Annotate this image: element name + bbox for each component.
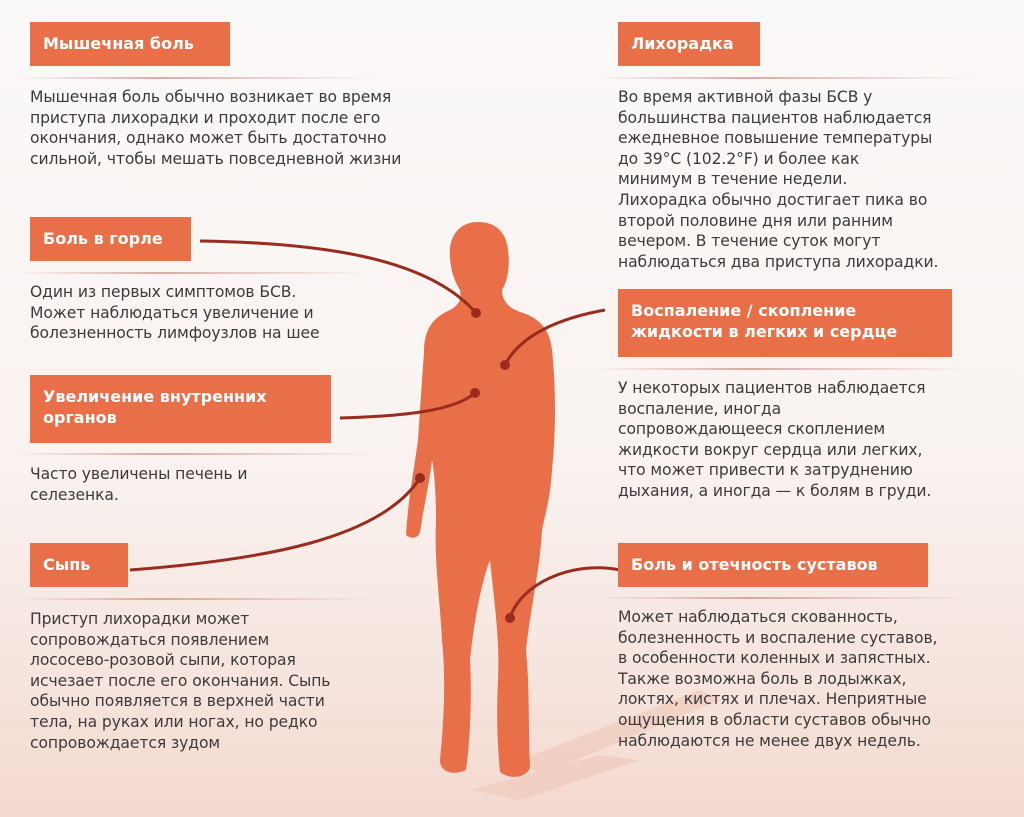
divider bbox=[15, 272, 375, 274]
text-organ-enlargement: Часто увеличены печень и селезенка. bbox=[30, 465, 248, 504]
text-rash: Приступ лихорадки может сопровождаться появлением лососево-розовой сыпи, которая исчезает после его окончания. Сыпь обычно появляется в верхней части тела, на руках или ногах, но редко сопровождается зудом bbox=[30, 610, 331, 752]
text-inflammation: У некоторых пациентов наблюдается воспаление, иногда сопровождающееся скоплением жидкости вокруг сердца или легких, что может привести к затруднению дыхания, а иногда — к болям в груди. bbox=[618, 379, 932, 500]
human-silhouette bbox=[406, 222, 555, 777]
divider bbox=[595, 368, 975, 370]
divider bbox=[15, 598, 375, 600]
label-sore-throat: Боль в горле bbox=[30, 217, 191, 261]
divider bbox=[15, 77, 375, 79]
label-inflammation: Воспаление / скопление жидкости в легких и сердце bbox=[618, 289, 952, 357]
text-fever: Во время активной фазы БСВ у большинства пациентов наблюдается ежедневное повышение температуры до 39°C (102.2°F) и более как минимум в течение недели. Лихорадка обычно достигает пика во второй половине дня или ранним вечером. В течение суток могут наблюдаться два приступа лихорадки. bbox=[618, 88, 939, 271]
label-organ-enlargement: Увеличение внутренних органов bbox=[30, 375, 331, 443]
divider bbox=[15, 453, 375, 455]
text-muscle-pain: Мышечная боль обычно возникает во время приступа лихорадки и проходит после его окончания, однако может быть достаточно сильной, чтобы мешать повседневной жизни bbox=[30, 88, 402, 168]
label-joint-pain: Боль и отечность суставов bbox=[618, 543, 928, 587]
text-sore-throat: Один из первых симптомов БСВ. Может наблюдаться увеличение и болезненность лимфоузлов на шее bbox=[30, 283, 320, 343]
divider bbox=[595, 597, 975, 599]
divider bbox=[595, 77, 975, 79]
label-muscle-pain: Мышечная боль bbox=[30, 22, 230, 66]
label-fever: Лихорадка bbox=[618, 22, 760, 66]
text-joint-pain: Может наблюдаться скованность, болезненность и воспаление суставов, в особенности коленных и запястных. Также возможна боль в лодыжках, локтях, кистях и плечах. Неприятные ощущения в области суставов обычно наблюдаются не менее двух недель. bbox=[618, 608, 938, 750]
label-rash: Сыпь bbox=[30, 543, 128, 587]
